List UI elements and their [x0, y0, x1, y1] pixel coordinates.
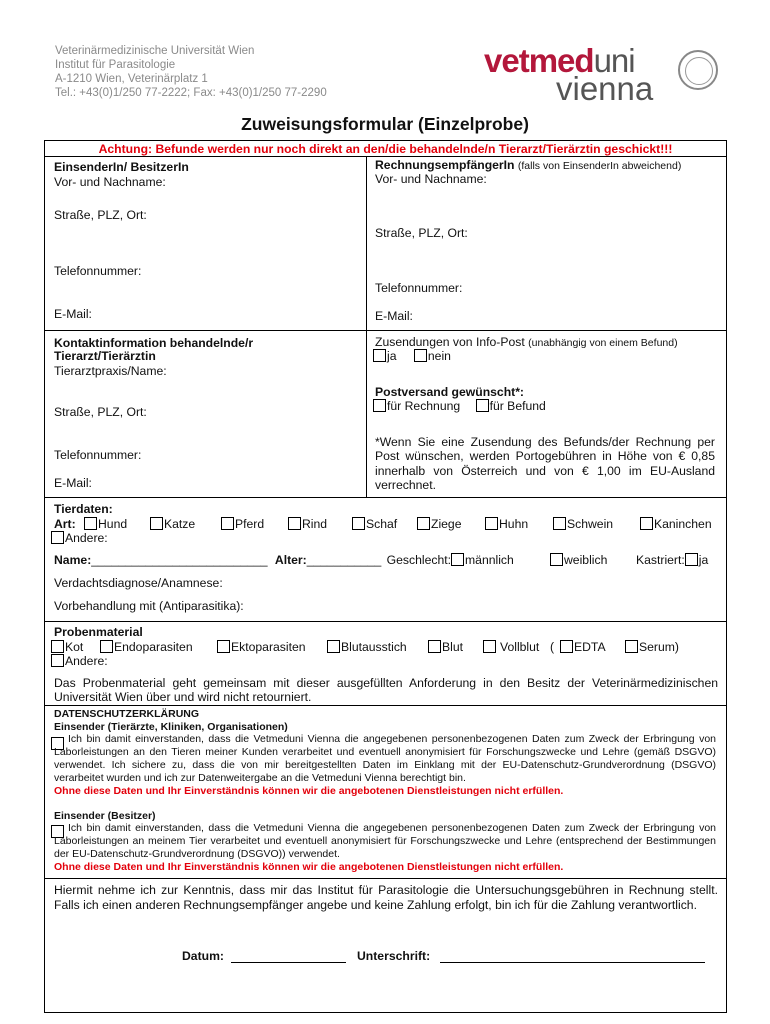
logo-part3: vienna	[556, 70, 654, 107]
sample-ekto-checkbox[interactable]	[217, 640, 230, 653]
sample-vollblut-checkbox[interactable]	[483, 640, 496, 653]
billing-phone-label[interactable]: Telefonnummer:	[375, 281, 463, 295]
species-other-checkbox[interactable]	[51, 531, 64, 544]
sample-blutausstich[interactable]	[327, 640, 407, 654]
sample-edta-checkbox[interactable]	[560, 640, 573, 653]
university-seal-icon	[678, 50, 718, 90]
billing-heading: RechnungsempfängerIn	[375, 158, 515, 172]
castrated-row	[636, 553, 708, 567]
species-ziege-label: Ziege	[431, 517, 462, 531]
sample-vollblut-label: Vollblut	[500, 640, 540, 654]
billing-email-label[interactable]: E-Mail:	[375, 309, 413, 323]
sample-endo-checkbox[interactable]	[100, 640, 113, 653]
species-schwein-checkbox[interactable]	[553, 517, 566, 530]
castrated-label: Kastriert:	[636, 553, 685, 567]
sample-vollblut[interactable]	[483, 640, 539, 654]
sample-endoparasiten[interactable]	[100, 640, 193, 654]
vet-heading-1: Kontaktinformation behandelnde/r	[54, 336, 254, 350]
sample-edta-paren: (	[550, 640, 555, 654]
infopost-note: (unabhängig von einem Befund)	[528, 337, 678, 349]
sample-kot[interactable]	[51, 640, 83, 654]
animal-heading: Tierdaten:	[54, 502, 113, 516]
vet-address-label[interactable]: Straße, PLZ, Ort:	[54, 405, 147, 419]
infopost-no-label: nein	[427, 349, 451, 363]
privacy-vet-text: Ich bin damit einverstanden, dass die Vetmeduni Vienna die angegebenen personenbezogenen Daten zum Zweck der Erbringung von Laborleistungen an den Tieren meiner Kunden verarbeitet und eventuell anonymisiert für Forschungszwecke und Lehre (gemäß DSGVO) verwendet. Ich sichere zu, dass die von mir bereitgestellten Daten im Einklang mit der EU-Datenschutz-Grundverordnung (DSGVO) verarbeitet wurden und ich zur Datenweitergabe an die Vetmeduni Vienna berechtigt bin.	[54, 733, 716, 784]
sample-serum-label: Serum)	[639, 640, 679, 654]
sample-blut-checkbox[interactable]	[428, 640, 441, 653]
infopost-options	[373, 349, 451, 363]
logo-part1: vetmed	[484, 42, 594, 79]
sample-other-label: Andere:	[65, 654, 108, 668]
sex-female-checkbox[interactable]	[550, 553, 563, 566]
header-line-1: Veterinärmedizinische Universität Wien	[55, 45, 255, 57]
species-hund-checkbox[interactable]	[84, 517, 97, 530]
owner-phone-label[interactable]: Telefonnummer:	[54, 264, 142, 278]
sample-edta[interactable]	[560, 640, 606, 654]
billing-name-label[interactable]: Vor- und Nachname:	[375, 172, 487, 186]
postversand-invoice-label: für Rechnung	[387, 399, 461, 413]
owner-address-label[interactable]: Straße, PLZ, Ort:	[54, 208, 147, 222]
infopost-yes-label: ja	[387, 349, 397, 363]
species-ziege-checkbox[interactable]	[417, 517, 430, 530]
animal-age-field[interactable]: ___________	[306, 553, 382, 567]
logo-part2: uni	[593, 42, 635, 79]
billing-heading-note: (falls von EinsenderIn abweichend)	[517, 160, 682, 172]
sample-endo-label: Endoparasiten	[114, 640, 193, 654]
sample-blut-label: Blut	[442, 640, 464, 654]
date-field[interactable]	[231, 948, 346, 963]
sample-heading: Probenmaterial	[54, 625, 143, 639]
castrated-checkbox[interactable]	[685, 553, 698, 566]
species-pferd-checkbox[interactable]	[221, 517, 234, 530]
animal-sex-label: Geschlecht:	[386, 553, 452, 567]
postversand-invoice-checkbox[interactable]	[373, 399, 386, 412]
sex-male-checkbox[interactable]	[451, 553, 464, 566]
institute-address	[55, 44, 327, 100]
pretreatment-label[interactable]: Vorbehandlung mit (Antiparasitika):	[54, 599, 244, 613]
vet-practice-label[interactable]: Tierarztpraxis/Name:	[54, 364, 167, 378]
privacy-owner-heading: Einsender (Besitzer)	[54, 810, 156, 822]
vet-heading-2: Tierarzt/Tierärztin	[54, 349, 156, 363]
vet-email-label[interactable]: E-Mail:	[54, 476, 92, 490]
species-rind-label: Rind	[302, 517, 328, 531]
sample-other[interactable]	[51, 654, 108, 668]
privacy-vet-heading: Einsender (Tierärzte, Kliniken, Organisationen)	[54, 721, 288, 733]
species-huhn[interactable]	[485, 517, 528, 531]
footer-text: Hiermit nehme ich zur Kenntnis, dass mir das Institut für Parasitologie die Untersuchungsgebühren in Rechnung stellt. Falls ich einen anderen Rechnungsempfänger angebe und keine Zahlung erfolgt, bin ich für die Zahlung verantwortlich.	[54, 883, 718, 912]
species-schwein[interactable]	[553, 517, 613, 531]
sample-serum[interactable]	[625, 640, 679, 654]
sample-kot-label: Kot	[65, 640, 84, 654]
species-kaninchen-label: Kaninchen	[654, 517, 712, 531]
animal-name-age-row	[54, 553, 514, 567]
species-pferd[interactable]	[221, 517, 264, 531]
species-hund[interactable]	[84, 517, 127, 531]
species-schaf-label: Schaf	[366, 517, 398, 531]
species-katze[interactable]	[150, 517, 195, 531]
sample-note: Das Probenmaterial geht gemeinsam mit dieser ausgefüllten Anforderung in den Besitz der Veterinärmedizinischen Universität Wien über und wird nicht retourniert.	[54, 676, 718, 704]
sample-serum-checkbox[interactable]	[625, 640, 638, 653]
privacy-vet-warning: Ohne diese Daten und Ihr Einverständnis können wir die angebotenen Dienstleistungen nicht erfüllen.	[54, 785, 564, 797]
species-rind-checkbox[interactable]	[288, 517, 301, 530]
animal-name-label: Name:	[54, 553, 92, 567]
postversand-note: *Wenn Sie eine Zusendung des Befunds/der Rechnung per Post wünschen, werden Portogebühren in Höhe von € 0,85 innerhalb von Österreich und von € 1,00 im EU-Ausland verrechnet.	[375, 435, 715, 492]
sample-kot-checkbox[interactable]	[51, 640, 64, 653]
sex-male-label: männlich	[465, 553, 514, 567]
billing-heading-row	[375, 158, 681, 173]
sample-edta-label: EDTA	[574, 640, 606, 654]
header-line-4: Tel.: +43(0)1/250 77-2222; Fax: +43(0)1/250 77-2290	[55, 87, 327, 99]
sample-blutausstich-checkbox[interactable]	[327, 640, 340, 653]
sample-ektoparasiten[interactable]	[217, 640, 306, 654]
date-label: Datum:	[182, 949, 224, 963]
sex-female-label: weiblich	[564, 553, 608, 567]
owner-name-label[interactable]: Vor- und Nachname:	[54, 175, 166, 189]
infopost-label: Zusendungen von Info-Post	[375, 335, 525, 349]
species-other-label: Andere:	[65, 531, 108, 545]
species-kaninchen-checkbox[interactable]	[640, 517, 653, 530]
vetmeduni-logo	[478, 42, 718, 107]
species-label: Art:	[54, 517, 76, 531]
species-schaf-checkbox[interactable]	[352, 517, 365, 530]
species-katze-label: Katze	[164, 517, 196, 531]
castrated-yes-label: ja	[698, 553, 709, 567]
postversand-report-label: für Befund	[489, 399, 546, 413]
sample-other-checkbox[interactable]	[51, 654, 64, 667]
sex-female[interactable]	[550, 553, 607, 567]
diagnosis-label[interactable]: Verdachtsdiagnose/Anamnese:	[54, 576, 223, 590]
sample-blutausstich-label: Blutausstich	[341, 640, 407, 654]
infopost-row	[375, 335, 678, 350]
species-rind[interactable]	[288, 517, 327, 531]
infopost-yes-checkbox[interactable]	[373, 349, 386, 362]
species-pferd-label: Pferd	[235, 517, 265, 531]
header-line-2: Institut für Parasitologie	[55, 59, 176, 71]
species-huhn-label: Huhn	[499, 517, 529, 531]
animal-name-field[interactable]: __________________________	[91, 553, 268, 567]
privacy-owner-warning: Ohne diese Daten und Ihr Einverständnis können wir die angebotenen Dienstleistungen nicht erfüllen.	[54, 861, 564, 873]
infopost-no-checkbox[interactable]	[414, 349, 427, 362]
signature-field[interactable]	[440, 948, 705, 963]
species-other[interactable]	[51, 531, 108, 545]
postversand-options	[373, 399, 546, 413]
signature-label: Unterschrift:	[357, 949, 431, 963]
species-schaf[interactable]	[352, 517, 397, 531]
postversand-report-checkbox[interactable]	[476, 399, 489, 412]
header-line-3: A-1210 Wien, Veterinärplatz 1	[55, 73, 208, 85]
species-hund-label: Hund	[98, 517, 128, 531]
species-katze-checkbox[interactable]	[150, 517, 163, 530]
warning-text: Achtung: Befunde werden nur noch direkt an den/die behandelnde/n Tierarzt/Tierärztin geschickt!!!	[98, 142, 673, 156]
owner-heading: EinsenderIn/ BesitzerIn	[54, 160, 189, 174]
species-ziege[interactable]	[417, 517, 462, 531]
species-kaninchen[interactable]	[640, 517, 712, 531]
billing-address-label[interactable]: Straße, PLZ, Ort:	[375, 226, 468, 240]
species-huhn-checkbox[interactable]	[485, 517, 498, 530]
page-title: Zuweisungsformular (Einzelprobe)	[241, 114, 529, 134]
privacy-heading: DATENSCHUTZERKLÄRUNG	[54, 708, 200, 720]
sample-ekto-label: Ektoparasiten	[231, 640, 306, 654]
owner-email-label[interactable]: E-Mail:	[54, 307, 92, 321]
privacy-owner-text: Ich bin damit einverstanden, dass die Vetmeduni Vienna die angegebenen personenbezogenen Daten zum Zweck der Erbringung von Laborleistungen an meinem Tier verarbeitet und eventuell anonymisiert für Forschungszwecke und Lehre (entsprechend der Bestimmungen der EU-Datenschutz-Grundverordnung (DSGVO)) verwendet.	[54, 822, 716, 860]
species-schwein-label: Schwein	[567, 517, 614, 531]
sample-blut[interactable]	[428, 640, 463, 654]
animal-age-label: Alter:	[274, 553, 307, 567]
vet-phone-label[interactable]: Telefonnummer:	[54, 448, 142, 462]
postversand-label: Postversand gewünscht*:	[375, 385, 524, 399]
